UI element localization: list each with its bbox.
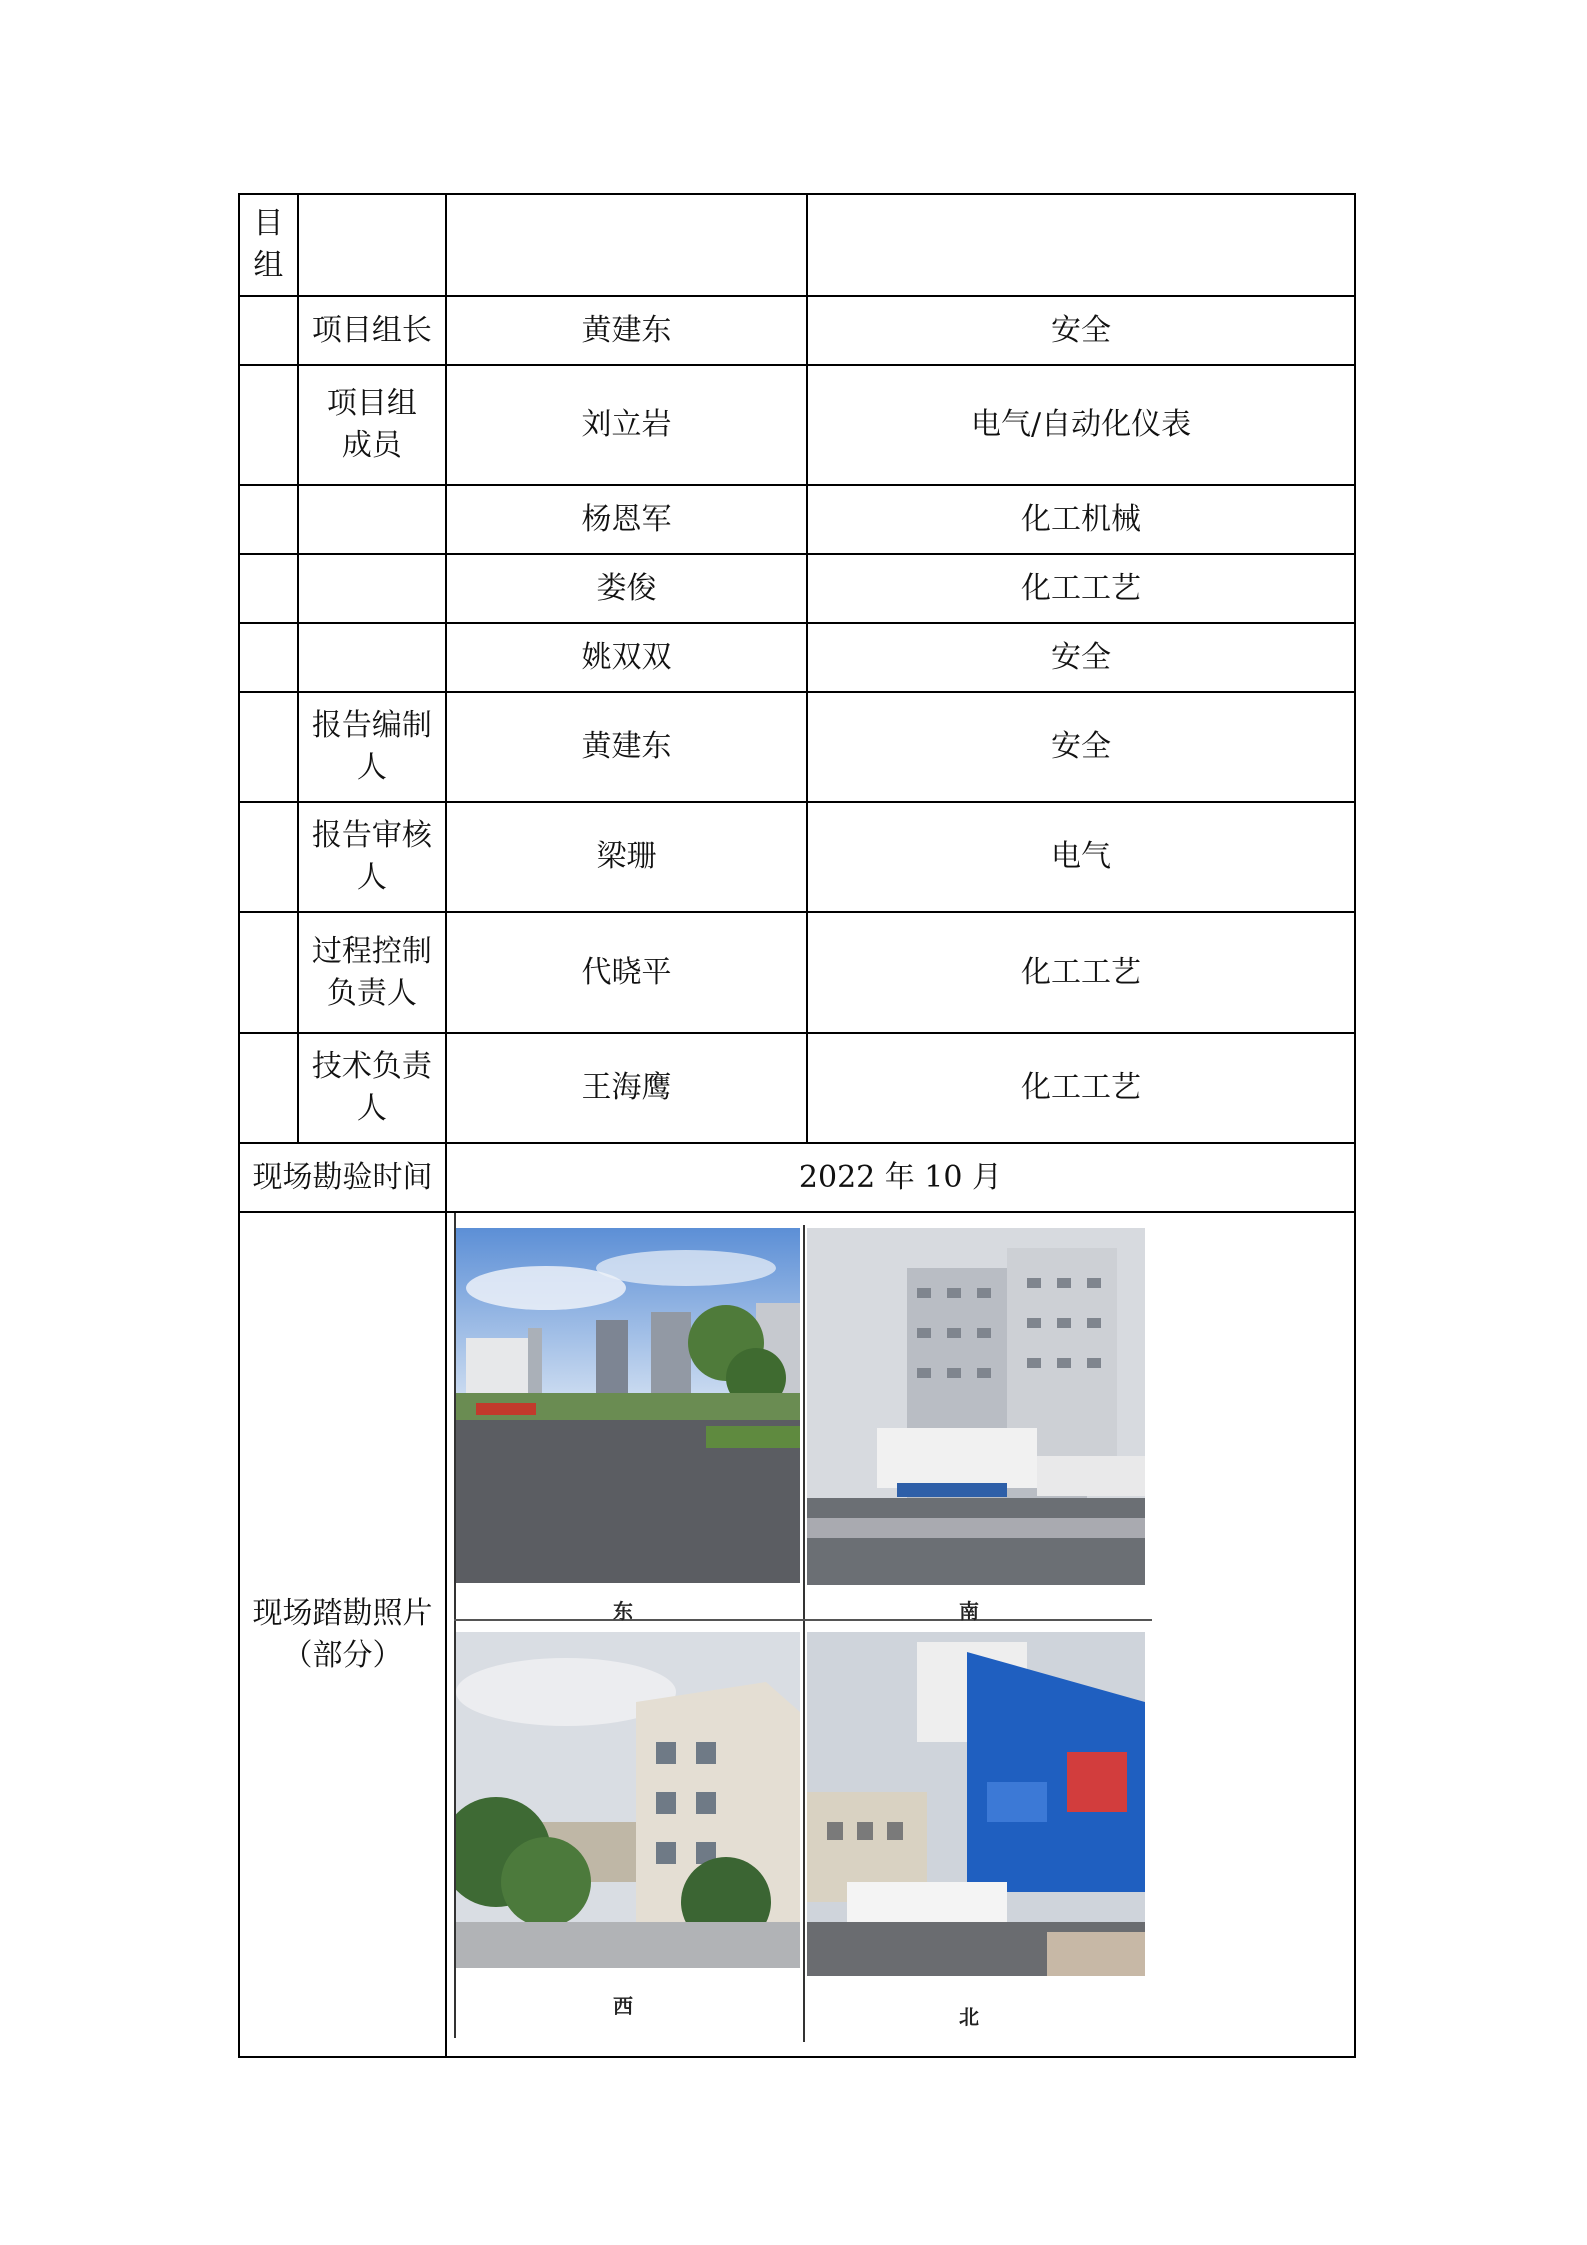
table-row [239, 194, 1355, 296]
role-line-2: 人 [356, 860, 387, 895]
name-cell: 王海鹰 [446, 1033, 807, 1143]
table-row [239, 623, 1355, 692]
west-caption: 西 [612, 1994, 633, 2018]
table-row [239, 802, 1355, 912]
role-cell [298, 623, 446, 692]
role-line-2: 成员 [341, 428, 402, 463]
specialty-cell: 化工机械 [807, 485, 1355, 554]
table-row [239, 1212, 1355, 2057]
role-cell [298, 692, 446, 802]
east-caption: 东 [612, 1599, 633, 1623]
table-row [239, 365, 1355, 485]
empty-cell [239, 692, 298, 802]
empty-cell [239, 485, 298, 554]
role-cell [298, 365, 446, 485]
empty-cell [239, 802, 298, 912]
photos-label-line-2: （部分） [282, 1637, 403, 1673]
empty-cell [239, 296, 298, 365]
role-line-2: 人 [356, 750, 387, 785]
specialty-cell: 化工工艺 [807, 912, 1355, 1033]
north-caption: 北 [958, 2005, 979, 2029]
role-line-1: 报告审核 [311, 818, 432, 853]
team-table [238, 193, 1356, 2058]
name-cell: 杨恩军 [446, 485, 807, 554]
role-line-2: 人 [356, 1091, 387, 1126]
empty-cell [239, 1033, 298, 1143]
role-line-1: 报告编制 [311, 708, 432, 743]
empty-cell [239, 623, 298, 692]
photos-label-line-1: 现场踏勘照片 [252, 1595, 433, 1631]
role-cell [298, 912, 446, 1033]
name-cell: 姚双双 [446, 623, 807, 692]
east-photo [456, 1228, 800, 1583]
role-cell [298, 485, 446, 554]
group-header-char-1: 目 [253, 206, 284, 241]
photo-grid [451, 1213, 1350, 2056]
survey-time-label: 现场勘验时间 [239, 1143, 446, 1212]
table-row [239, 485, 1355, 554]
grid-divider [803, 1225, 805, 2042]
table-row [239, 912, 1355, 1033]
role-line-2: 负责人 [326, 975, 417, 1011]
name-cell: 刘立岩 [446, 365, 807, 485]
empty-cell [807, 194, 1355, 296]
name-cell: 黄建东 [446, 692, 807, 802]
empty-cell [239, 912, 298, 1033]
south-photo [807, 1228, 1145, 1585]
name-cell: 梁珊 [446, 802, 807, 912]
table-row [239, 692, 1355, 802]
role-line-1: 技术负责 [311, 1049, 432, 1084]
group-header-char-2: 组 [253, 248, 284, 283]
table-row [239, 554, 1355, 623]
south-caption: 南 [958, 1599, 979, 1623]
specialty-cell: 电气 [807, 802, 1355, 912]
role-line-1: 过程控制 [311, 933, 432, 969]
photos-label-cell [239, 1212, 446, 2057]
name-cell: 黄建东 [446, 296, 807, 365]
role-cell [298, 1033, 446, 1143]
role-cell [298, 802, 446, 912]
name-cell: 代晓平 [446, 912, 807, 1033]
empty-cell [239, 554, 298, 623]
survey-time-value: 2022 年 10 月 [446, 1143, 1355, 1212]
name-cell: 娄俊 [446, 554, 807, 623]
specialty-cell: 安全 [807, 623, 1355, 692]
empty-cell [239, 365, 298, 485]
empty-cell [446, 194, 807, 296]
grid-divider [454, 1619, 1152, 1621]
role-line-1: 项目组 [326, 386, 417, 421]
specialty-cell: 电气/自动化仪表 [807, 365, 1355, 485]
empty-cell [298, 194, 446, 296]
specialty-cell: 化工工艺 [807, 554, 1355, 623]
table-row [239, 1033, 1355, 1143]
table-row [239, 296, 1355, 365]
role-cell [298, 554, 446, 623]
specialty-cell: 安全 [807, 692, 1355, 802]
north-photo [807, 1632, 1145, 1976]
specialty-cell: 化工工艺 [807, 1033, 1355, 1143]
table-row [239, 1143, 1355, 1212]
role-cell: 项目组长 [298, 296, 446, 365]
specialty-cell: 安全 [807, 296, 1355, 365]
group-header-cell [239, 194, 298, 296]
photos-cell [446, 1212, 1355, 2057]
west-photo [456, 1632, 800, 1968]
